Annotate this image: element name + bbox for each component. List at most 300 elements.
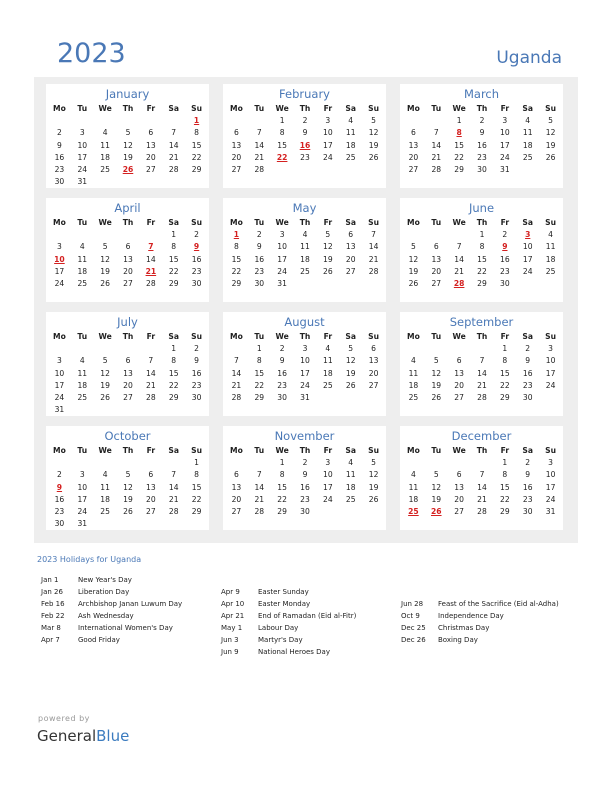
- day-cell: 20: [231, 494, 242, 504]
- empty-cell: [316, 392, 339, 404]
- week-row: [225, 494, 385, 506]
- day-cell: 27: [408, 164, 419, 174]
- year-title: 2023: [57, 38, 126, 69]
- empty-cell: [139, 457, 162, 469]
- day-cell: 11: [522, 128, 533, 138]
- empty-cell: [185, 176, 208, 188]
- day-cell: 31: [300, 392, 310, 402]
- week-row: [225, 254, 385, 266]
- day-cell: 3: [325, 458, 331, 468]
- day-cell: 19: [123, 152, 133, 162]
- day-cell: 9: [302, 470, 308, 480]
- weekday-label: Fr: [323, 332, 333, 341]
- empty-cell: [425, 343, 448, 355]
- day-cell: 20: [146, 494, 156, 504]
- day-cell: 19: [100, 266, 110, 276]
- week-row: [225, 115, 385, 127]
- day-cell: 26: [545, 152, 556, 162]
- day-cell: 1: [502, 344, 508, 354]
- empty-cell: [425, 115, 448, 127]
- weekday-label: Sa: [345, 332, 356, 341]
- weekday-label: Th: [299, 446, 311, 455]
- day-cell: 31: [77, 519, 88, 529]
- empty-cell: [94, 343, 117, 355]
- weekday-label: Tu: [431, 104, 442, 113]
- empty-cell: [117, 343, 140, 355]
- day-cell: 21: [477, 494, 487, 504]
- day-cell: 23: [277, 380, 287, 390]
- month-name: June: [468, 201, 495, 215]
- day-cell: 2: [479, 116, 485, 126]
- day-cell: 23: [54, 164, 65, 174]
- day-cell: 31: [545, 506, 556, 516]
- day-cell: 25: [345, 152, 356, 162]
- weekday-label: Th: [476, 104, 488, 113]
- day-cell: 10: [545, 470, 556, 480]
- empty-cell: [94, 404, 117, 416]
- day-cell: 1: [502, 458, 508, 468]
- day-cell: 17: [77, 494, 88, 504]
- weekday-label: Sa: [522, 332, 533, 341]
- empty-cell: [448, 229, 471, 241]
- holiday-day: 28: [453, 278, 465, 288]
- holiday-row: [401, 610, 559, 622]
- day-cell: 27: [123, 392, 133, 402]
- day-cell: 23: [300, 152, 310, 162]
- day-cell: 15: [454, 140, 464, 150]
- day-cell: 29: [277, 506, 287, 516]
- holiday-row: [41, 586, 182, 598]
- holiday-date: Dec 25: [401, 624, 426, 632]
- holiday-row: [41, 622, 182, 634]
- weekday-header: [402, 217, 562, 229]
- day-cell: 12: [545, 128, 556, 138]
- day-cell: 27: [454, 392, 464, 402]
- day-cell: 26: [100, 392, 110, 402]
- weekday-label: We: [452, 446, 466, 455]
- week-row: [225, 127, 385, 139]
- week-row: [402, 127, 562, 139]
- day-cell: 6: [148, 128, 154, 138]
- day-cell: 4: [348, 116, 354, 126]
- week-row: [48, 115, 208, 127]
- day-cell: 25: [300, 266, 310, 276]
- empty-cell: [139, 343, 162, 355]
- weekday-header: [48, 445, 208, 457]
- day-cell: 27: [123, 278, 133, 288]
- weekday-label: Sa: [522, 446, 533, 455]
- empty-cell: [316, 278, 339, 290]
- day-cell: 14: [146, 368, 156, 378]
- weekday-label: We: [98, 446, 112, 455]
- day-cell: 18: [300, 254, 310, 264]
- day-cell: 12: [431, 368, 442, 378]
- weekday-label: Su: [368, 218, 380, 227]
- day-cell: 1: [279, 458, 285, 468]
- day-cell: 20: [123, 380, 133, 390]
- weekday-label: Mo: [53, 446, 66, 455]
- day-cell: 24: [300, 380, 310, 390]
- day-cell: 5: [348, 344, 354, 354]
- month-name: May: [292, 201, 317, 215]
- day-cell: 19: [431, 380, 442, 390]
- holiday-row: [221, 646, 356, 658]
- day-cell: 8: [171, 242, 177, 252]
- weekday-label: Su: [368, 104, 380, 113]
- weekday-label: Fr: [146, 332, 156, 341]
- day-cell: 23: [300, 494, 310, 504]
- empty-cell: [117, 457, 140, 469]
- holiday-day: 10: [54, 254, 65, 264]
- day-cell: 30: [477, 164, 487, 174]
- weekday-header: [225, 103, 385, 115]
- day-cell: 18: [323, 368, 333, 378]
- day-cell: 16: [522, 482, 533, 492]
- weekday-label: Su: [545, 104, 557, 113]
- day-cell: 19: [431, 494, 442, 504]
- month-july: [46, 312, 209, 416]
- day-cell: 3: [502, 116, 508, 126]
- day-cell: 8: [234, 242, 239, 252]
- holiday-row: [401, 598, 559, 610]
- day-cell: 25: [77, 278, 88, 288]
- holiday-date: Jun 3: [221, 636, 239, 644]
- week-row: [225, 266, 385, 278]
- holiday-name: Martyr's Day: [258, 636, 303, 644]
- day-cell: 4: [102, 470, 108, 480]
- empty-cell: [139, 518, 162, 530]
- day-cell: 19: [100, 380, 110, 390]
- empty-cell: [339, 164, 362, 176]
- holiday-day: 9: [502, 242, 508, 252]
- day-cell: 12: [368, 470, 379, 480]
- holiday-day: 21: [145, 266, 157, 276]
- day-cell: 3: [548, 458, 553, 468]
- week-row: [402, 115, 562, 127]
- empty-cell: [425, 229, 448, 241]
- weekday-label: Th: [122, 332, 134, 341]
- day-cell: 23: [54, 506, 65, 516]
- holiday-row: [41, 634, 182, 646]
- week-row: [402, 343, 562, 355]
- day-cell: 10: [300, 356, 310, 366]
- day-cell: 30: [300, 506, 310, 516]
- empty-cell: [185, 404, 208, 416]
- holiday-row: [221, 610, 356, 622]
- holiday-name: Independence Day: [438, 612, 504, 620]
- day-cell: 21: [254, 152, 265, 162]
- day-cell: 29: [191, 506, 202, 516]
- weekday-header: [225, 445, 385, 457]
- empty-cell: [339, 506, 362, 518]
- weekday-label: Sa: [522, 218, 533, 227]
- day-cell: 10: [522, 242, 533, 252]
- day-cell: 4: [411, 470, 416, 480]
- day-cell: 20: [368, 368, 379, 378]
- day-cell: 5: [411, 242, 416, 252]
- day-cell: 18: [345, 482, 356, 492]
- day-cell: 12: [100, 368, 110, 378]
- empty-cell: [139, 404, 162, 416]
- holiday-day: 1: [193, 116, 200, 126]
- day-cell: 14: [146, 254, 156, 264]
- day-cell: 30: [254, 278, 265, 288]
- day-cell: 10: [54, 368, 65, 378]
- day-cell: 17: [277, 254, 287, 264]
- day-cell: 20: [345, 254, 356, 264]
- holiday-day: 1: [233, 230, 240, 240]
- weekday-label: Sa: [522, 104, 533, 113]
- empty-cell: [117, 404, 140, 416]
- holiday-name: International Women's Day: [78, 624, 173, 632]
- week-row: [402, 494, 562, 506]
- week-row: [48, 392, 208, 404]
- day-cell: 27: [231, 164, 242, 174]
- holiday-date: May 1: [221, 624, 243, 632]
- day-cell: 20: [454, 494, 464, 504]
- day-cell: 16: [277, 368, 287, 378]
- weekday-label: Mo: [407, 446, 420, 455]
- holiday-date: Jan 1: [41, 576, 59, 584]
- empty-cell: [448, 343, 471, 355]
- empty-cell: [48, 229, 71, 241]
- empty-cell: [48, 343, 71, 355]
- day-cell: 5: [433, 470, 439, 480]
- holiday-date: Apr 21: [221, 612, 245, 620]
- day-cell: 30: [191, 392, 202, 402]
- day-cell: 24: [500, 152, 510, 162]
- day-cell: 30: [277, 392, 287, 402]
- day-cell: 19: [545, 140, 556, 150]
- holiday-name: Ash Wednesday: [78, 612, 134, 620]
- day-cell: 28: [146, 392, 156, 402]
- holidays-title: 2023 Holidays for Uganda: [37, 555, 142, 564]
- day-cell: 16: [522, 368, 533, 378]
- day-cell: 7: [479, 356, 485, 366]
- day-cell: 18: [345, 140, 356, 150]
- weekday-label: Su: [191, 218, 203, 227]
- day-cell: 6: [411, 128, 416, 138]
- weekday-label: Su: [368, 446, 380, 455]
- empty-cell: [117, 176, 140, 188]
- day-cell: 2: [57, 470, 62, 480]
- empty-cell: [71, 457, 94, 469]
- day-cell: 13: [123, 368, 133, 378]
- day-cell: 20: [431, 266, 442, 276]
- day-cell: 5: [548, 116, 553, 126]
- day-cell: 24: [545, 494, 556, 504]
- holiday-date: Jun 28: [401, 600, 424, 608]
- day-cell: 16: [191, 368, 202, 378]
- holiday-name: National Heroes Day: [258, 648, 330, 656]
- day-cell: 7: [171, 470, 177, 480]
- weekday-label: Mo: [407, 104, 420, 113]
- week-row: [402, 457, 562, 469]
- weekday-label: We: [452, 104, 466, 113]
- day-cell: 28: [368, 266, 379, 276]
- day-cell: 5: [125, 128, 131, 138]
- month-december: [400, 426, 563, 530]
- month-name: April: [114, 201, 141, 215]
- day-cell: 27: [146, 164, 156, 174]
- day-cell: 7: [371, 230, 376, 240]
- day-cell: 13: [146, 140, 156, 150]
- day-cell: 22: [500, 380, 510, 390]
- holiday-day: 22: [276, 152, 288, 162]
- day-cell: 2: [57, 128, 62, 138]
- day-cell: 2: [279, 344, 285, 354]
- day-cell: 16: [500, 254, 510, 264]
- day-cell: 21: [431, 152, 442, 162]
- month-name: August: [284, 315, 325, 329]
- holiday-name: Easter Sunday: [258, 588, 309, 596]
- empty-cell: [248, 457, 271, 469]
- day-cell: 4: [302, 230, 308, 240]
- week-row: [402, 241, 562, 253]
- weekday-header: [402, 445, 562, 457]
- weekday-label: Tu: [254, 332, 265, 341]
- month-name: July: [117, 315, 138, 329]
- empty-cell: [271, 164, 294, 176]
- day-cell: 27: [231, 506, 242, 516]
- day-cell: 3: [79, 470, 85, 480]
- holiday-row: [41, 598, 182, 610]
- day-cell: 26: [123, 506, 133, 516]
- weekday-header: [48, 217, 208, 229]
- day-cell: 21: [254, 494, 265, 504]
- week-row: [48, 494, 208, 506]
- holiday-name: End of Ramadan (Eid al-Fitr): [258, 612, 357, 620]
- day-cell: 23: [522, 380, 533, 390]
- day-cell: 13: [408, 140, 419, 150]
- weekday-header: [48, 103, 208, 115]
- day-cell: 13: [123, 254, 133, 264]
- month-name: November: [274, 429, 335, 443]
- day-cell: 13: [231, 482, 242, 492]
- week-row: [48, 343, 208, 355]
- generalblue-logo[interactable]: [37, 727, 129, 745]
- day-cell: 8: [194, 128, 199, 138]
- empty-cell: [471, 343, 494, 355]
- day-cell: 25: [545, 266, 556, 276]
- day-cell: 13: [345, 242, 356, 252]
- day-cell: 22: [191, 152, 202, 162]
- week-row: [225, 164, 385, 176]
- day-cell: 7: [148, 356, 154, 366]
- day-cell: 14: [231, 368, 242, 378]
- week-row: [48, 482, 208, 494]
- day-cell: 18: [100, 494, 110, 504]
- day-cell: 16: [477, 140, 487, 150]
- day-cell: 19: [345, 368, 356, 378]
- weekday-label: Mo: [230, 446, 243, 455]
- day-cell: 25: [323, 380, 333, 390]
- day-cell: 2: [302, 116, 308, 126]
- week-row: [402, 469, 562, 481]
- month-february: [223, 84, 386, 188]
- day-cell: 7: [479, 470, 485, 480]
- day-cell: 5: [325, 230, 331, 240]
- day-cell: 16: [254, 254, 265, 264]
- week-row: [225, 229, 385, 241]
- weekday-label: Sa: [345, 218, 356, 227]
- holiday-date: Mar 8: [41, 624, 61, 632]
- day-cell: 21: [477, 380, 487, 390]
- day-cell: 23: [522, 494, 533, 504]
- day-cell: 12: [123, 482, 133, 492]
- day-cell: 18: [522, 140, 533, 150]
- empty-cell: [117, 115, 140, 127]
- day-cell: 6: [456, 356, 462, 366]
- day-cell: 24: [323, 494, 333, 504]
- holiday-date: Feb 22: [41, 612, 65, 620]
- week-row: [225, 380, 385, 392]
- day-cell: 16: [300, 482, 310, 492]
- empty-cell: [516, 278, 539, 290]
- day-cell: 27: [146, 506, 156, 516]
- month-grid: [402, 331, 562, 404]
- weekday-label: Sa: [168, 104, 179, 113]
- holiday-date: Jun 9: [221, 648, 239, 656]
- day-cell: 15: [191, 482, 202, 492]
- day-cell: 28: [477, 506, 487, 516]
- day-cell: 16: [54, 494, 65, 504]
- day-cell: 1: [194, 458, 199, 468]
- day-cell: 28: [254, 506, 265, 516]
- day-cell: 4: [411, 356, 416, 366]
- weekday-label: We: [452, 218, 466, 227]
- day-cell: 6: [125, 242, 131, 252]
- day-cell: 28: [477, 392, 487, 402]
- day-cell: 5: [102, 356, 108, 366]
- weekday-label: Th: [122, 446, 134, 455]
- day-cell: 6: [371, 344, 376, 354]
- empty-cell: [71, 404, 94, 416]
- weekday-label: Th: [476, 446, 488, 455]
- empty-cell: [362, 164, 385, 176]
- day-cell: 19: [368, 482, 379, 492]
- week-row: [48, 127, 208, 139]
- weekday-label: Tu: [77, 446, 88, 455]
- week-row: [402, 152, 562, 164]
- holiday-row: [41, 610, 182, 622]
- day-cell: 22: [254, 380, 265, 390]
- day-cell: 2: [502, 230, 508, 240]
- day-cell: 29: [477, 278, 487, 288]
- day-cell: 27: [368, 380, 379, 390]
- week-row: [225, 241, 385, 253]
- day-cell: 24: [77, 164, 88, 174]
- week-row: [48, 518, 208, 530]
- holiday-row: [401, 634, 559, 646]
- day-cell: 21: [454, 266, 464, 276]
- day-cell: 24: [54, 278, 65, 288]
- week-row: [48, 404, 208, 416]
- day-cell: 2: [194, 344, 199, 354]
- weekday-header: [48, 331, 208, 343]
- weekday-label: Sa: [168, 332, 179, 341]
- week-row: [225, 368, 385, 380]
- day-cell: 19: [123, 494, 133, 504]
- day-cell: 8: [256, 356, 262, 366]
- empty-cell: [162, 457, 185, 469]
- weekday-label: Th: [122, 218, 134, 227]
- week-row: [402, 164, 562, 176]
- day-cell: 20: [123, 266, 133, 276]
- week-row: [48, 506, 208, 518]
- holiday-name: Boxing Day: [438, 636, 478, 644]
- empty-cell: [162, 176, 185, 188]
